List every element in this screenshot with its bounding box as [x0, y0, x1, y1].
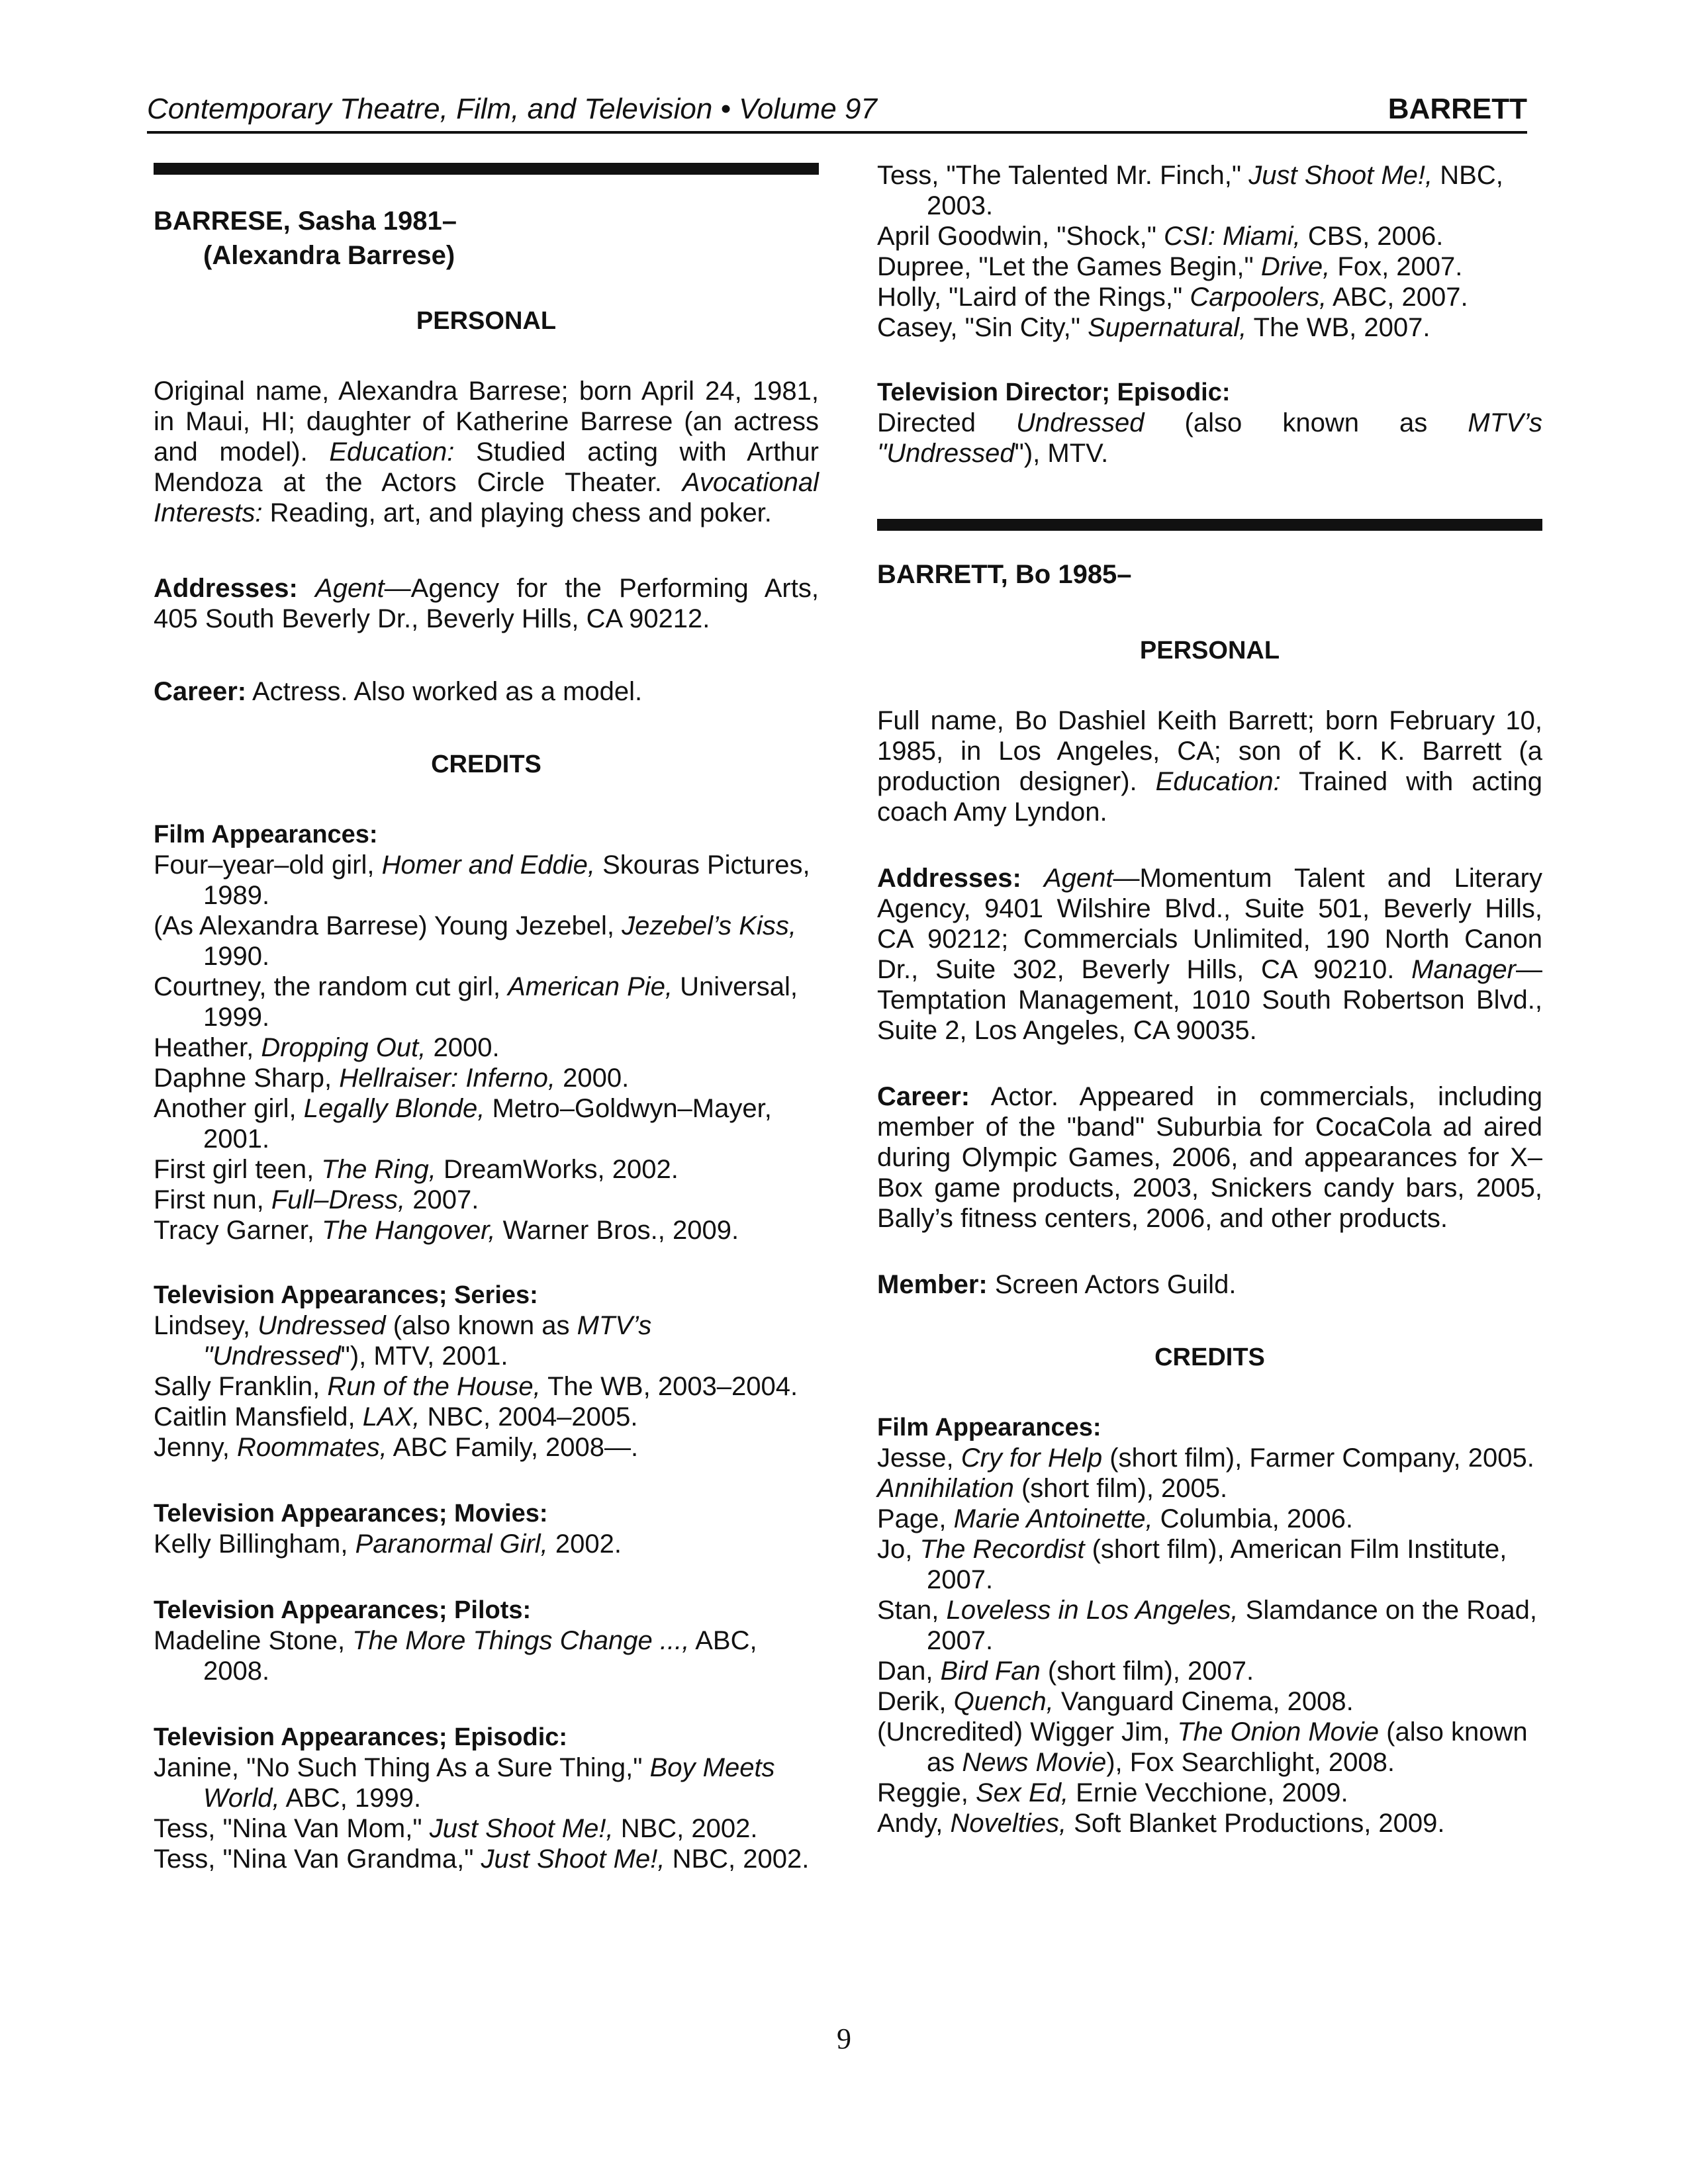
credit-item: [154, 1093, 819, 1154]
italic-run: The Hangover,: [322, 1216, 496, 1245]
text-run: (short film), Farmer Company, 2005.: [1102, 1443, 1534, 1473]
text-run: "), MTV, 2001.: [340, 1342, 508, 1371]
left-column: [154, 163, 819, 1874]
text-run: (short film), 2005.: [1013, 1474, 1228, 1503]
text-run: April Goodwin, "Shock,": [877, 222, 1164, 251]
text-run: Skouras Pictures, 1989.: [203, 850, 810, 910]
text-run: Four–year–old girl,: [154, 850, 382, 880]
text-run: Warner Bros., 2009.: [495, 1216, 739, 1245]
header-rule: [147, 131, 1527, 134]
credit-item: [877, 1778, 1542, 1808]
credit-list-tv-episodic-part1: [154, 1752, 819, 1874]
italic-run: Hellraiser: Inferno,: [339, 1064, 555, 1093]
credit-item: [154, 1402, 819, 1432]
text-run: [1021, 864, 1044, 893]
credit-item: [154, 1432, 819, 1463]
text-run: NBC, 2004–2005.: [420, 1402, 638, 1432]
text-run: The WB, 2003–2004.: [540, 1372, 798, 1401]
entry-divider-bar: [154, 163, 819, 175]
credit-item: [154, 1215, 819, 1246]
credit-item: [154, 1032, 819, 1063]
italic-run: Just Shoot Me!,: [429, 1814, 614, 1843]
text-run: Screen Actors Guild.: [987, 1270, 1237, 1299]
italic-run: Drive,: [1260, 252, 1331, 281]
italic-run: The Ring,: [321, 1155, 436, 1184]
italic-run: Homer and Eddie,: [381, 850, 596, 880]
text-run: NBC, 2002.: [613, 1814, 758, 1843]
subheading-tv-pilots: Television Appearances; Pilots:: [154, 1596, 532, 1624]
subheading-tv-director: Television Director; Episodic:: [877, 379, 1231, 406]
text-run: Metro–Goldwyn–Mayer, 2001.: [203, 1094, 772, 1154]
credit-list-tv-pilots: [154, 1625, 819, 1686]
text-run: Directed: [877, 408, 1017, 437]
italic-run: MTV’s "Undressed: [877, 408, 1542, 468]
credit-list-tv-series: [154, 1310, 819, 1463]
text-run: ABC, 2007.: [1327, 283, 1468, 312]
entry-alt-name: (Alexandra Barrese): [203, 241, 455, 270]
text-run: Full name, Bo Dashiel Keith Barrett; born February 10, 1985, in Los Angeles, CA; son of K. K. Barrett (a production designer).: [877, 706, 1542, 796]
italic-run: Loveless in Los Angeles,: [946, 1596, 1239, 1625]
text-run: Andy,: [877, 1809, 951, 1838]
text-run: 1990.: [203, 942, 270, 971]
text-run: Courtney, the random cut girl,: [154, 972, 508, 1001]
italic-run: Agent: [1043, 864, 1113, 893]
career-text: [154, 676, 819, 707]
text-run: Ernie Vecchione, 2009.: [1068, 1778, 1348, 1807]
text-run: —Momentum Talent and Literary Agency, 9401 Wilshire Blvd., Suite 501, Beverly Hills, CA 90212; Commercials Unlimited, 190 North Canon Dr., Suite 302, Beverly Hills, CA 90210.: [877, 864, 1542, 984]
text-run: Tess, "Nina Van Grandma,": [154, 1844, 481, 1874]
credit-item: [154, 850, 819, 911]
italic-run: Legally Blonde,: [303, 1094, 485, 1123]
credit-item: [877, 1534, 1542, 1595]
text-run: Jo,: [877, 1535, 920, 1564]
running-header-entry: BARRETT: [1387, 93, 1527, 125]
entry-name: BARRESE, Sasha 1981–: [154, 206, 457, 236]
text-run: 2000.: [555, 1064, 630, 1093]
credit-list-film: [877, 1443, 1542, 1839]
text-run: Lindsey,: [154, 1311, 258, 1340]
italic-run: Quench,: [953, 1687, 1054, 1716]
text-run: NBC, 2003.: [927, 161, 1503, 220]
credit-item: [877, 1504, 1542, 1534]
entry-name-barrett: [877, 557, 1542, 592]
italic-run: Just Shoot Me!,: [1248, 161, 1433, 190]
text-run: —Temptation Management, 1010 South Robertson Blvd., Suite 2, Los Angeles, CA 90035.: [877, 955, 1542, 1045]
credit-item: [154, 972, 819, 1032]
italic-run: American Pie,: [508, 972, 673, 1001]
text-run: Kelly Billingham,: [154, 1529, 355, 1559]
credit-item: [154, 1310, 819, 1371]
credit-item: [877, 1443, 1542, 1473]
section-heading-credits: CREDITS: [1154, 1343, 1265, 1371]
italic-run: LAX,: [362, 1402, 420, 1432]
credit-item: [877, 1686, 1542, 1717]
credit-list-tv-episodic-part2: [877, 160, 1542, 343]
text-run: Tess, "Nina Van Mom,": [154, 1814, 430, 1843]
italic-run: Jezebel’s Kiss,: [622, 911, 796, 940]
text-run: Original name, Alexandra Barrese; born April 24, 1981, in Maui, HI; daughter of Katherine Barrese (an actress and model).: [154, 377, 819, 467]
text-run: Janine, "No Such Thing As a Sure Thing,": [154, 1753, 650, 1782]
text-run: (also known as: [385, 1311, 577, 1340]
text-run: [298, 574, 315, 603]
italic-run: Full–Dress,: [271, 1185, 406, 1214]
entry-divider-bar: [877, 519, 1542, 531]
italic-run: Sex Ed,: [975, 1778, 1069, 1807]
italic-run: Avocational Interests:: [154, 468, 819, 527]
text-run: Dan,: [877, 1657, 941, 1686]
italic-run: Roommates,: [237, 1433, 387, 1462]
credit-item: [877, 1808, 1542, 1839]
credit-item: [154, 1154, 819, 1185]
credit-item: [877, 251, 1542, 282]
text-run: Heather,: [154, 1033, 261, 1062]
section-heading-credits: CREDITS: [431, 751, 541, 778]
text-run: DreamWorks, 2002.: [436, 1155, 679, 1184]
text-run: (As Alexandra Barrese) Young Jezebel,: [154, 911, 622, 940]
text-run: Another girl,: [154, 1094, 304, 1123]
personal-text: [154, 376, 819, 528]
text-run: (short film), American Film Institute, 2007.: [927, 1535, 1507, 1594]
credit-item: [877, 1473, 1542, 1504]
credit-item: [877, 1595, 1542, 1656]
credit-list-film: [154, 850, 819, 1246]
credit-item: [154, 1752, 819, 1813]
italic-run: MTV’s "Undressed: [203, 1311, 652, 1371]
italic-run: Supernatural,: [1088, 313, 1247, 342]
italic-run: Manager: [1411, 955, 1516, 984]
text-run: —Agency for the Performing Arts, 405 South Beverly Dr., Beverly Hills, CA 90212.: [154, 574, 819, 633]
credit-item: [154, 1844, 819, 1874]
text-run: Dupree, "Let the Games Begin,": [877, 252, 1261, 281]
text-run: ABC, 2008.: [203, 1626, 757, 1686]
entry-name-barrese: [154, 204, 819, 273]
credit-item: [877, 312, 1542, 343]
credit-item: [877, 221, 1542, 251]
credit-item: [154, 911, 819, 972]
credit-item: [154, 1813, 819, 1844]
member-text: [877, 1269, 1542, 1300]
italic-run: Boy Meets World,: [203, 1753, 775, 1813]
text-run: (short film), 2007.: [1040, 1657, 1254, 1686]
text-run: Reading, art, and playing chess and poker.: [262, 498, 772, 527]
italic-run: Education:: [1155, 767, 1281, 796]
subheading-tv-episodic: Television Appearances; Episodic:: [154, 1723, 568, 1751]
subheading-film: Film Appearances:: [154, 821, 378, 848]
label-run: Member:: [877, 1270, 988, 1299]
text-run: Tess, "The Talented Mr. Finch,": [877, 161, 1249, 190]
label-run: Career:: [154, 677, 247, 706]
text-run: Columbia, 2006.: [1152, 1504, 1353, 1533]
italic-run: News Movie: [962, 1748, 1107, 1777]
credit-item: [154, 1625, 819, 1686]
text-run: Universal, 1999.: [203, 972, 798, 1032]
italic-run: Novelties,: [950, 1809, 1067, 1838]
text-run: Caitlin Mansfield,: [154, 1402, 363, 1432]
italic-run: Bird Fan: [940, 1657, 1041, 1686]
italic-run: Education:: [329, 437, 455, 467]
tv-director-text: [877, 408, 1542, 469]
personal-text: [877, 705, 1542, 827]
text-run: First girl teen,: [154, 1155, 322, 1184]
text-run: Soft Blanket Productions, 2009.: [1066, 1809, 1445, 1838]
text-run: 2002.: [547, 1529, 622, 1559]
text-run: Actor. Appeared in commercials, including member of the "band" Suburbia for CocaCola ad aired during Olympic Games, 2006, and appearances for X–Box game products, 2003, Snickers candy bars, 2005, Bally’s fitness centers, 2006, and other products.: [877, 1082, 1542, 1233]
credit-item: [877, 282, 1542, 312]
credit-item: [154, 1371, 819, 1402]
section-heading-personal: PERSONAL: [416, 307, 557, 335]
italic-run: Undressed: [1016, 408, 1145, 437]
text-run: Studied acting with Arthur Mendoza at the Actors Circle Theater.: [154, 437, 819, 497]
text-run: Casey, "Sin City,": [877, 313, 1088, 342]
italic-run: Paranormal Girl,: [355, 1529, 548, 1559]
text-run: Derik,: [877, 1687, 954, 1716]
text-run: "), MTV.: [1014, 439, 1109, 468]
text-run: The WB, 2007.: [1246, 313, 1430, 342]
italic-run: Dropping Out,: [261, 1033, 426, 1062]
text-run: 2007.: [405, 1185, 479, 1214]
addresses-text: [877, 863, 1542, 1046]
text-run: Fox, 2007.: [1330, 252, 1463, 281]
text-run: First nun,: [154, 1185, 271, 1214]
text-run: Jesse,: [877, 1443, 961, 1473]
label-run: Career:: [877, 1082, 970, 1111]
text-run: Madeline Stone,: [154, 1626, 353, 1655]
text-run: ), Fox Searchlight, 2008.: [1106, 1748, 1395, 1777]
text-run: Stan,: [877, 1596, 947, 1625]
subheading-film: Film Appearances:: [877, 1414, 1102, 1441]
label-run: Addresses:: [154, 574, 298, 603]
entry-name: BARRETT, Bo 1985–: [877, 560, 1132, 589]
text-run: Slamdance on the Road, 2007.: [927, 1596, 1537, 1655]
credit-item: [154, 1529, 819, 1559]
text-run: Sally Franklin,: [154, 1372, 328, 1401]
credit-item: [154, 1185, 819, 1215]
italic-run: Run of the House,: [327, 1372, 541, 1401]
text-run: Vanguard Cinema, 2008.: [1053, 1687, 1354, 1716]
italic-run: Carpoolers,: [1190, 283, 1327, 312]
addresses-text: [154, 573, 819, 634]
italic-run: Cry for Help: [961, 1443, 1103, 1473]
section-heading-personal: PERSONAL: [1139, 637, 1280, 664]
text-run: ABC, 1999.: [279, 1784, 422, 1813]
italic-run: The Onion Movie: [1177, 1717, 1380, 1747]
italic-run: Annihilation: [877, 1474, 1014, 1503]
right-column: [877, 160, 1542, 1839]
credit-item: [877, 1656, 1542, 1686]
label-run: Addresses:: [877, 864, 1021, 893]
text-run: (also known as: [1144, 408, 1468, 437]
text-run: Actress. Also worked as a model.: [246, 677, 643, 706]
italic-run: CSI: Miami,: [1164, 222, 1301, 251]
text-run: (Uncredited) Wigger Jim,: [877, 1717, 1178, 1747]
running-header-title: Contemporary Theatre, Film, and Television • Volume 97: [147, 93, 877, 125]
subheading-tv-movies: Television Appearances; Movies:: [154, 1500, 548, 1527]
text-run: Page,: [877, 1504, 954, 1533]
text-run: Reggie,: [877, 1778, 976, 1807]
career-text: [877, 1081, 1542, 1234]
text-run: Jenny,: [154, 1433, 237, 1462]
italic-run: Just Shoot Me!,: [481, 1844, 665, 1874]
subheading-tv-series: Television Appearances; Series:: [154, 1281, 538, 1309]
text-run: (also known as: [927, 1717, 1528, 1777]
text-run: ABC Family, 2008—.: [387, 1433, 639, 1462]
credit-item: [877, 1717, 1542, 1778]
text-run: Daphne Sharp,: [154, 1064, 340, 1093]
italic-run: Marie Antoinette,: [953, 1504, 1153, 1533]
credit-item: [154, 1063, 819, 1093]
text-run: NBC, 2002.: [665, 1844, 810, 1874]
credit-item: [877, 160, 1542, 221]
text-run: Tracy Garner,: [154, 1216, 322, 1245]
italic-run: Undressed: [258, 1311, 386, 1340]
page-number: 9: [837, 2023, 851, 2055]
text-run: Holly, "Laird of the Rings,": [877, 283, 1190, 312]
italic-run: Agent: [315, 574, 385, 603]
text-run: Trained with acting coach Amy Lyndon.: [877, 767, 1542, 827]
credit-list-tv-movies: [154, 1529, 819, 1559]
italic-run: The Recordist: [919, 1535, 1085, 1564]
text-run: CBS, 2006.: [1300, 222, 1444, 251]
italic-run: The More Things Change ...,: [352, 1626, 690, 1655]
text-run: 2000.: [426, 1033, 500, 1062]
